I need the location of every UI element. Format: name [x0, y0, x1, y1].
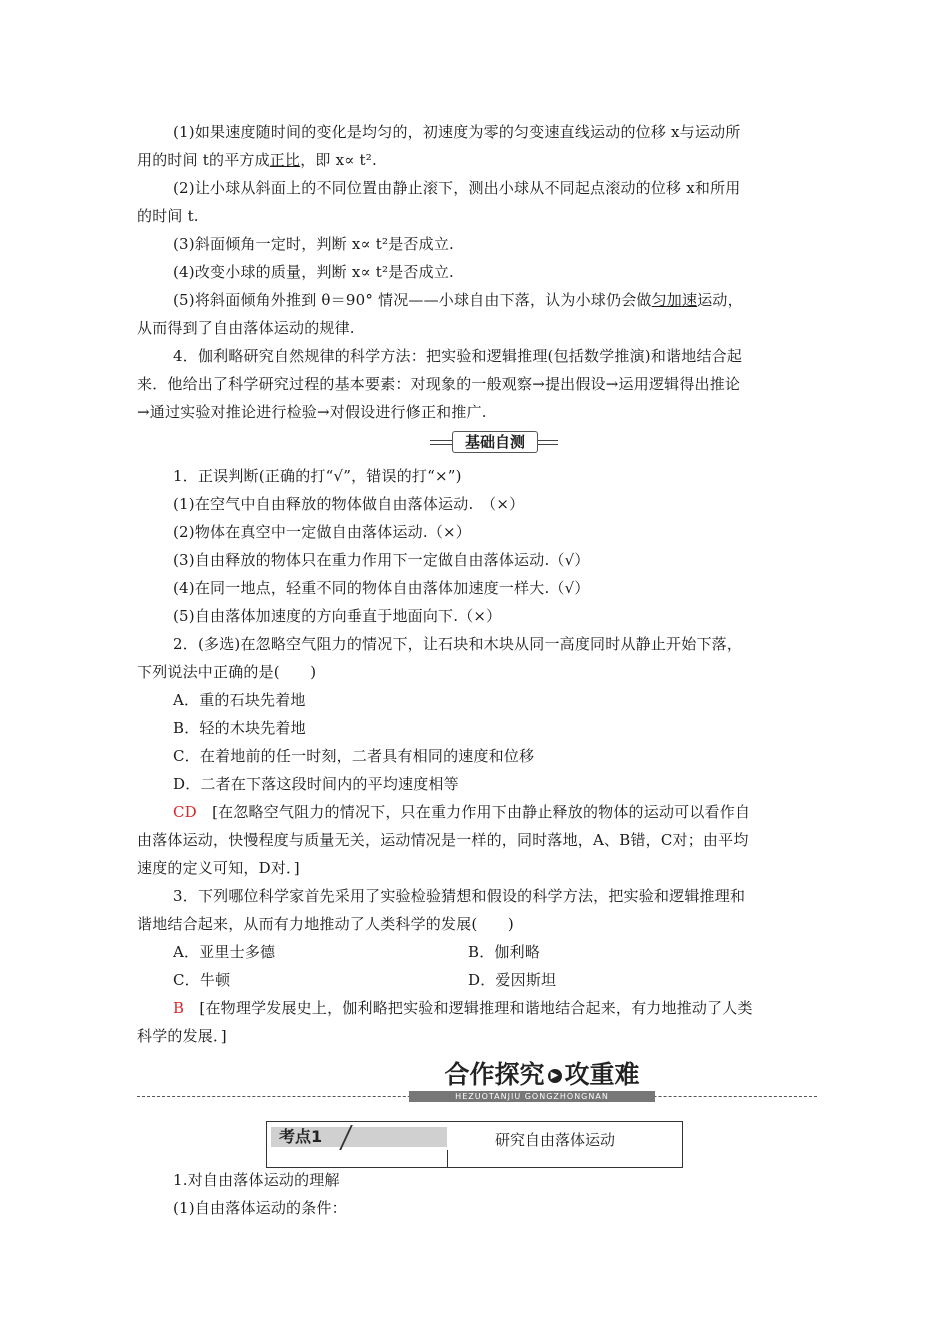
option: D．爱因斯坦 — [468, 971, 557, 989]
question-line: (2)物体在真空中一定做自由落体运动.（×） — [173, 523, 471, 541]
paragraph-line: 用的时间 t的平方成正比，即 x∝ t². — [137, 151, 377, 169]
question-line: (1)在空气中自由释放的物体做自由落体运动. （×） — [173, 495, 525, 513]
topic-tab-label: 考点1 — [279, 1127, 323, 1146]
topic-box — [266, 1121, 683, 1168]
option: C．牛顿 — [173, 971, 231, 989]
answer-key: CD — [173, 803, 197, 821]
paragraph-line: 从而得到了自由落体运动的规律. — [137, 319, 355, 337]
paragraph-line: →通过实验对推论进行检验→对假设进行修正和推广. — [137, 403, 487, 421]
paragraph-line: 的时间 t. — [137, 207, 199, 225]
question-line: (5)自由落体加速度的方向垂直于地面向下.（×） — [173, 607, 502, 625]
banner-title: 基础自测 — [452, 431, 538, 453]
paragraph-line: (4)改变小球的质量，判断 x∝ t²是否成立. — [173, 263, 455, 281]
banner-title: 合作探究 ▶ 攻重难 — [422, 1058, 662, 1092]
question-line: (4)在同一地点，轻重不同的物体自由落体加速度一样大.（√） — [173, 579, 590, 597]
question-line: 下列说法中正确的是( ) — [137, 663, 317, 681]
answer-key: B — [173, 999, 185, 1017]
topic-title: 研究自由落体运动 — [495, 1131, 616, 1149]
paragraph-line: (1)如果速度随时间的变化是均匀的，初速度为零的匀变速直线运动的位移 x与运动所 — [173, 123, 741, 141]
paragraph-line: 1.对自由落体运动的理解 — [173, 1171, 340, 1189]
paragraph-line: 来．他给出了科学研究过程的基本要素：对现象的一般观察→提出假设→运用逻辑得出推论 — [137, 375, 741, 393]
paragraph-line: (1)自由落体运动的条件： — [173, 1199, 347, 1217]
answer-line: 科学的发展．] — [137, 1027, 227, 1045]
question-line: 2．(多选)在忽略空气阻力的情况下，让石块和木块从同一高度同时从静止开始下落， — [173, 635, 743, 653]
paragraph-line: (3)斜面倾角一定时，判断 x∝ t²是否成立. — [173, 235, 455, 253]
answer-line: 由落体运动，快慢程度与质量无关，运动情况是一样的，同时落地，A、B错，C对；由平均 — [137, 831, 749, 849]
section-banner-cooperative-inquiry — [137, 1058, 817, 1104]
paragraph-line: 4．伽利略研究自然规律的科学方法：把实验和逻辑推理(包括数学推演)和谐地结合起 — [173, 347, 743, 365]
underlined-term: 正比 — [269, 151, 301, 169]
option: C．在着地前的任一时刻，二者具有相同的速度和位移 — [173, 747, 535, 765]
banner-subtitle: HEZUOTANJIU GONGZHONGNAN — [409, 1091, 655, 1102]
arrow-icon: ▶ — [548, 1069, 562, 1083]
option: B．轻的木块先着地 — [173, 719, 306, 737]
option: D．二者在下落这段时间内的平均速度相等 — [173, 775, 459, 793]
answer-line: CD [在忽略空气阻力的情况下，只在重力作用下由静止释放的物体的运动可以看作自 — [173, 803, 751, 821]
option: B．伽利略 — [468, 943, 541, 961]
answer-line: 速度的定义可知，D对．] — [137, 859, 300, 877]
question-line: 1．正误判断(正确的打“√”，错误的打“×”) — [173, 467, 462, 485]
question-line: (3)自由释放的物体只在重力作用下一定做自由落体运动.（√） — [173, 551, 590, 569]
option: A．亚里士多德 — [173, 943, 276, 961]
paragraph-line: (5)将斜面倾角外推到 θ＝90° 情况——小球自由下落，认为小球仍会做匀加速运动， — [173, 291, 743, 309]
divider — [447, 1150, 448, 1167]
question-line: 3．下列哪位科学家首先采用了实验检验猜想和假设的科学方法，把实验和逻辑推理和 — [173, 887, 746, 905]
option: A．重的石块先着地 — [173, 691, 306, 709]
answer-line: B [在物理学发展史上，伽利略把实验和逻辑推理和谐地结合起来，有力地推动了人类 — [173, 999, 753, 1017]
section-banner-self-test — [430, 431, 558, 451]
question-line: 谐地结合起来，从而有力地推动了人类科学的发展( ) — [137, 915, 514, 933]
underlined-term: 匀加速 — [651, 291, 698, 309]
paragraph-line: (2)让小球从斜面上的不同位置由静止滚下，测出小球从不同起点滚动的位移 x和所用 — [173, 179, 741, 197]
